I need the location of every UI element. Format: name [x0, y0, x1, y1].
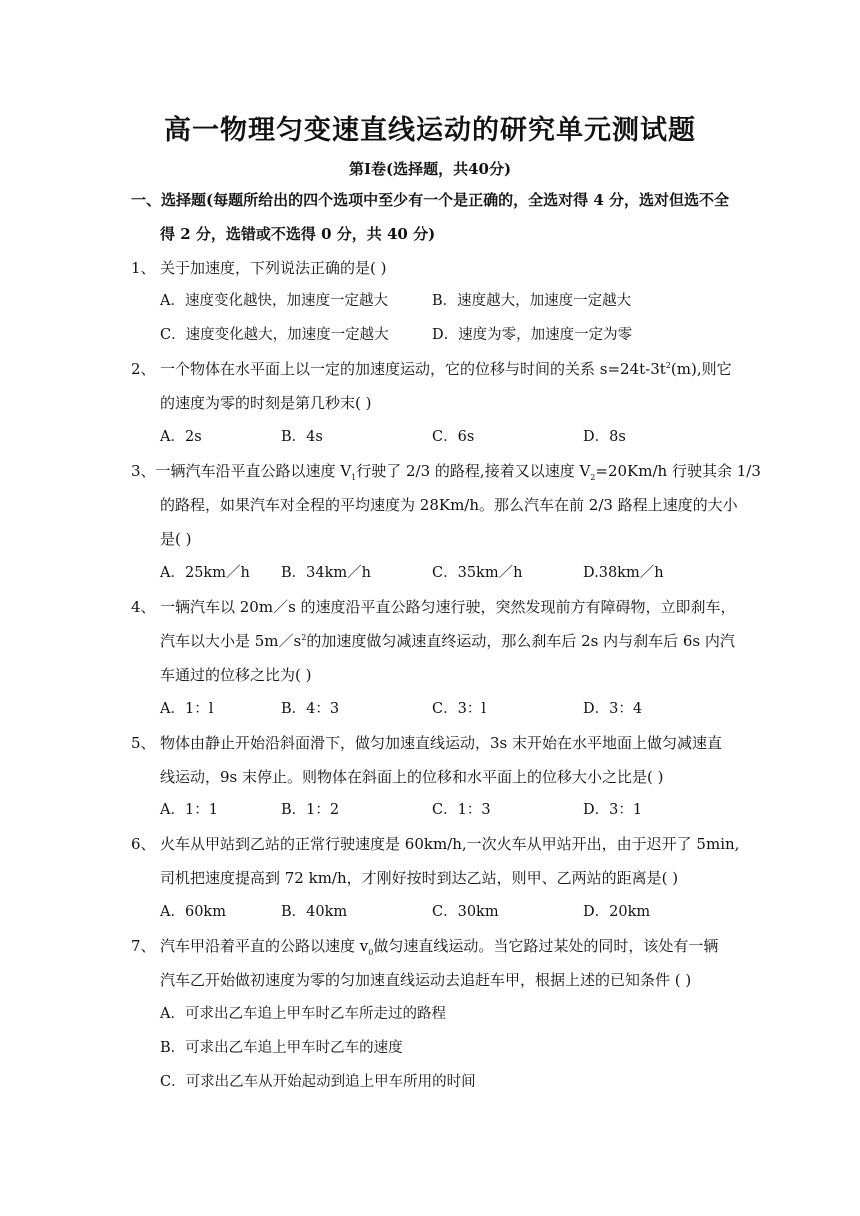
question-1-option-a: A．速度变化越快，加速度一定越大 [160, 293, 388, 309]
question-5-option-a: A．1：1 [160, 802, 218, 818]
question-6-number: 6、 [131, 835, 156, 853]
question-3-text-line1: 3、一辆汽车沿平直公路以速度 $V_1$行驶了 2/3 的路程,接着又以速度 $V_2=20Km/h$ 行驶其余 1/3 [131, 462, 761, 482]
question-7-option-b: B．可求出乙车追上甲车时乙车的速度 [160, 1040, 403, 1056]
question-3-option-c: C．35km／h [432, 565, 523, 581]
question-2-number: 2、 [131, 360, 156, 378]
section-instructions-line1: 一、选择题(每题所给出的四个选项中至少有一个是正确的，全选对得 4 分，选对但选不全 [131, 191, 729, 209]
section-instructions-line2: 得 2 分，选错或不选得 0 分，共 40 分) [160, 225, 436, 243]
question-4-option-a: A．1：l [160, 701, 214, 717]
question-5-text-line1: 物体由静止开始沿斜面滑下，做匀加速直线运动，3s 末开始在水平地面上做匀减速直 [160, 734, 723, 752]
question-6-option-d: D．20km [583, 904, 651, 920]
question-1-option-b: B．速度越大，加速度一定越大 [432, 293, 632, 309]
question-1-number: 1、 [131, 259, 156, 277]
question-1-option-c: C．速度变化越大，加速度一定越大 [160, 327, 389, 343]
question-7-text-line2: 汽车乙开始做初速度为零的匀加速直线运动去追赶车甲，根据上述的已知条件 ( ) [160, 971, 692, 989]
question-2-text-line2: 的速度为零的时刻是第几秒末( ) [160, 394, 372, 412]
question-5-option-d: D．3：1 [583, 802, 643, 818]
question-5-option-b: B．1：2 [281, 802, 340, 818]
question-4-text-line3: 车通过的位移之比为( ) [160, 666, 312, 684]
question-7-number: 7、 [131, 937, 156, 955]
question-3-text-line3: 是( ) [160, 530, 192, 548]
question-2-option-a: A．2s [160, 429, 202, 445]
question-4-option-b: B．4：3 [281, 701, 340, 717]
question-1-option-d: D．速度为零，加速度一定为零 [432, 327, 633, 343]
question-4-text-line2: 汽车以大小是 $5m/s^2$的加速度做匀减速直终运动，那么刹车后 2s 内与刹车后 6s 内汽 [160, 632, 735, 650]
question-2-option-c: C．6s [432, 429, 475, 445]
question-5-number: 5、 [131, 734, 156, 752]
question-3-text-line2: 的路程，如果汽车对全程的平均速度为 28Km/h。那么汽车在前 2/3 路程上速度的大小 [160, 496, 738, 514]
question-2-option-b: B．4s [281, 429, 323, 445]
question-6-option-c: C．30km [432, 904, 499, 920]
question-6-option-a: A．60km [160, 904, 226, 920]
question-7-text-line1: 汽车甲沿着平直的公路以速度 $v_0$做匀速直线运动。当它路过某处的同时，该处有一辆 [160, 937, 719, 957]
question-4-number: 4、 [131, 598, 156, 616]
question-3-option-a: A．25km／h [160, 565, 250, 581]
page-title: 高一物理匀变速直线运动的研究单元测试题 [164, 115, 696, 146]
question-4-option-c: C．3：l [432, 701, 486, 717]
question-4-option-d: D．3：4 [583, 701, 643, 717]
section-subtitle: 第Ⅰ卷(选择题，共40分) [348, 160, 512, 178]
question-5-option-c: C．1：3 [432, 802, 491, 818]
question-6-text-line2: 司机把速度提高到 72 km/h，才刚好按时到达乙站，则甲、乙两站的距离是( ) [160, 869, 679, 887]
question-6-option-b: B．40km [281, 904, 348, 920]
question-7-option-a: A．可求出乙车追上甲车时乙车所走过的路程 [160, 1006, 446, 1022]
question-3-option-b: B．34km／h [281, 565, 371, 581]
question-6-text-line1: 火车从甲站到乙站的正常行驶速度是 60km/h,一次火车从甲站开出，由于迟开了 5min, [160, 835, 740, 853]
question-2-option-d: D．8s [583, 429, 626, 445]
question-5-text-line2: 线运动，9s 末停止。则物体在斜面上的位移和水平面上的位移大小之比是( ) [160, 768, 664, 786]
question-1-text: 关于加速度，下列说法正确的是( ) [160, 259, 387, 277]
question-7-option-c: C．可求出乙车从开始起动到追上甲车所用的时间 [160, 1074, 476, 1090]
question-4-text-line1: 一辆汽车以 20m／s 的速度沿平直公路匀速行驶，突然发现前方有障碍物，立即刹车， [160, 598, 736, 616]
question-2-text-line1: 一个物体在水平面上以一定的加速度运动，它的位移与时间的关系 $s=24t-3t^2(m)$,则它 [160, 360, 732, 378]
question-3-option-d: D.38km／h [583, 565, 664, 581]
